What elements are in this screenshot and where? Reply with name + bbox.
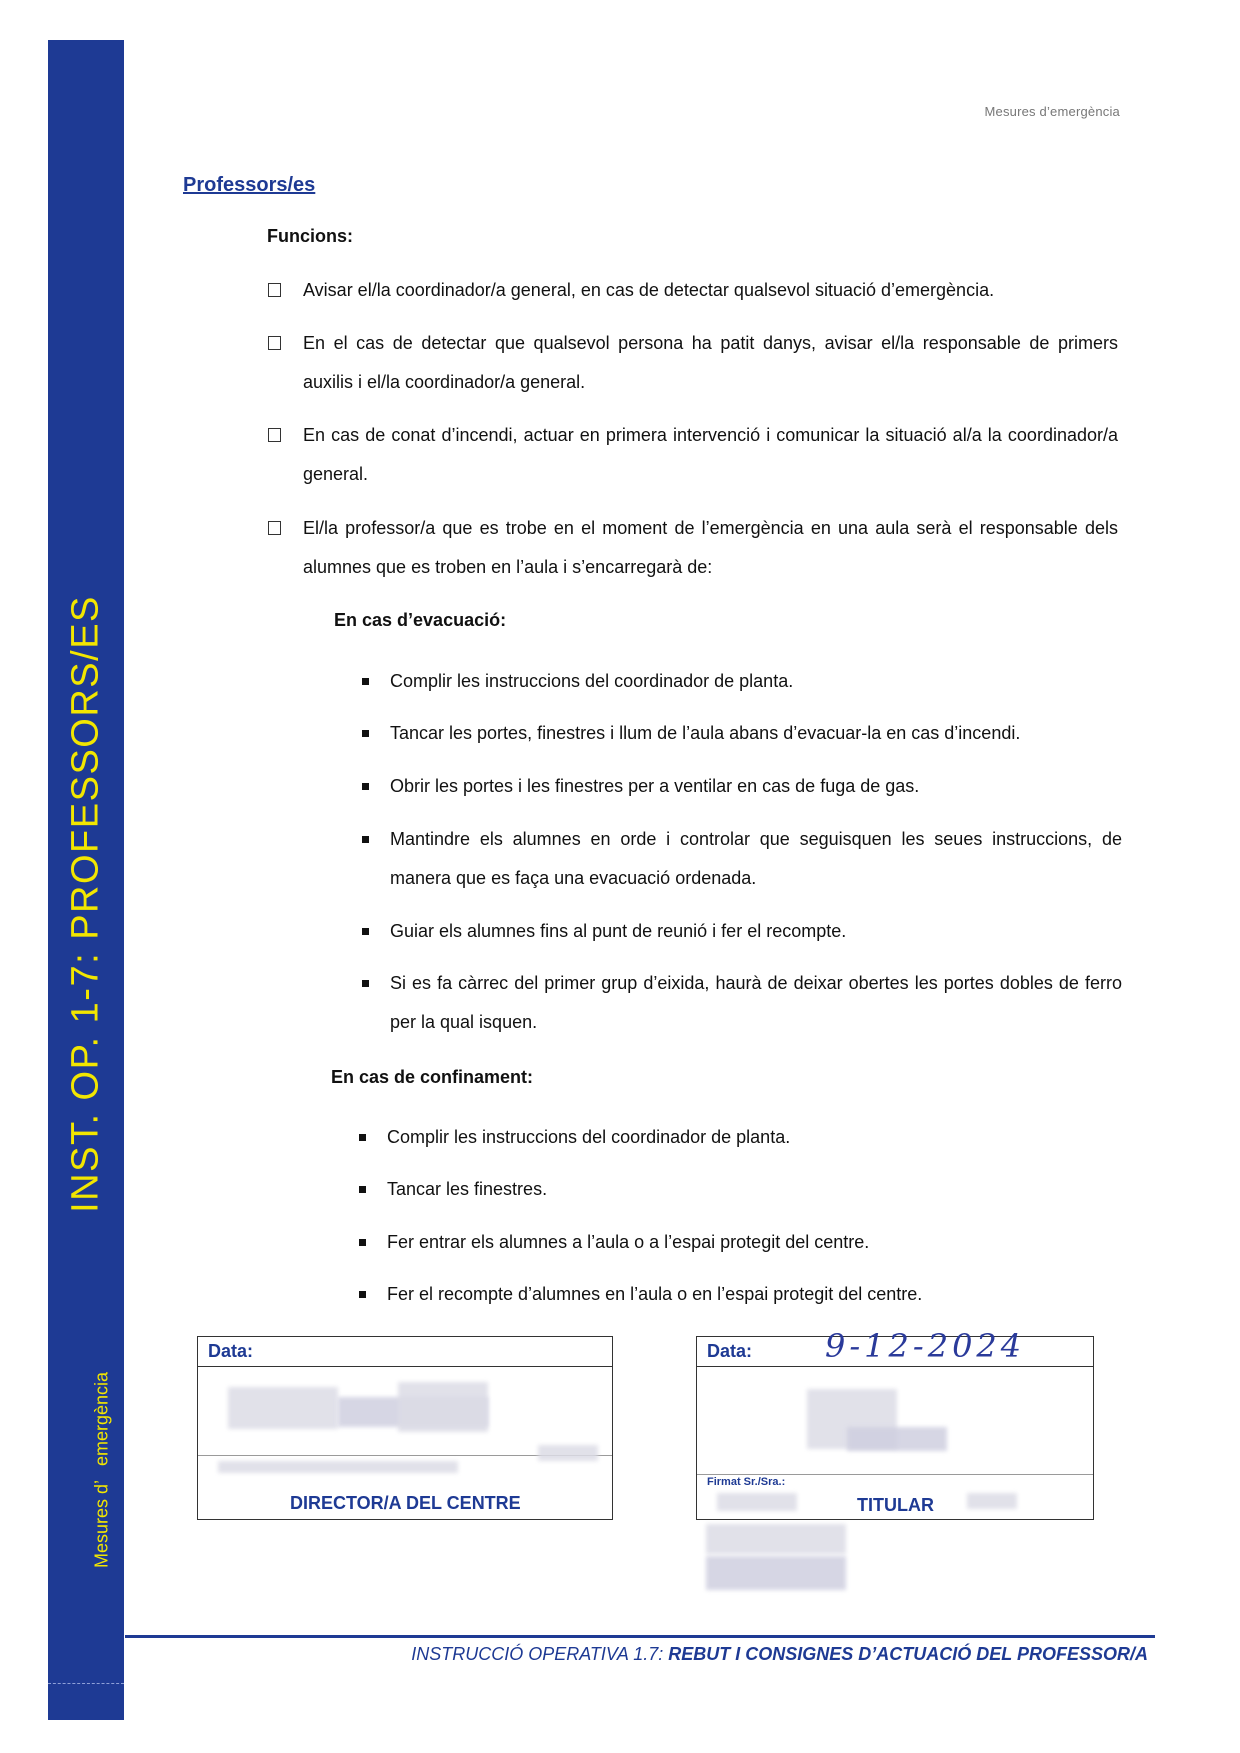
redacted-name bbox=[967, 1493, 1017, 1509]
sidebar-title: INST. OP. 1-7: PROFESSORS/ES bbox=[64, 595, 107, 1213]
titular-date-label: Data: bbox=[707, 1341, 753, 1361]
funcio-text: En cas de conat d’incendi, actuar en primera intervenció i comunicar la situació al/a la coordinador/a general. bbox=[303, 425, 1118, 484]
evacuacio-text: Si es fa càrrec del primer grup d’eixida, haurà de deixar obertes les portes dobles de ferro per la qual isquen. bbox=[390, 973, 1122, 1032]
footer-title bbox=[411, 1644, 1148, 1665]
director-role-label: DIRECTOR/A DEL CENTRE bbox=[290, 1493, 521, 1513]
funcio-item bbox=[268, 416, 1118, 494]
confinament-text: Fer el recompte d’alumnes en l’aula o en l’espai protegit del centre. bbox=[387, 1284, 923, 1304]
evacuacio-heading: En cas d’evacuació: bbox=[334, 610, 507, 630]
funcions-heading: Funcions: bbox=[267, 226, 353, 246]
confinament-text: Fer entrar els alumnes a l’aula o a l’espai protegit del centre. bbox=[387, 1232, 870, 1252]
section-title: Professors/es bbox=[183, 174, 316, 196]
page-header: Mesures d’emergència bbox=[984, 104, 1120, 119]
redacted-signature bbox=[847, 1427, 947, 1451]
confinament-item bbox=[359, 1275, 1119, 1314]
evacuacio-text: Mantindre els alumnes en orde i controlar que seguisquen les seues instruccions, de manera que es faça una evacuació ordenada. bbox=[390, 829, 1122, 888]
checkbox-icon bbox=[268, 283, 281, 297]
footer-prefix: INSTRUCCIÓ OPERATIVA 1.7: bbox=[411, 1644, 669, 1664]
sidebar-footer-part1: Mesures d’ bbox=[91, 1480, 112, 1569]
sidebar-divider bbox=[48, 1683, 124, 1684]
redacted-name bbox=[706, 1556, 846, 1590]
evacuacio-text: Complir les instruccions del coordinador de planta. bbox=[390, 671, 794, 691]
bullet-icon bbox=[362, 730, 369, 737]
funcio-text: En el cas de detectar que qualsevol persona ha patit danys, avisar el/la responsable de primers auxilis i el/la coordinador/a general. bbox=[303, 333, 1118, 392]
redacted-name bbox=[538, 1445, 598, 1461]
checkbox-icon bbox=[268, 336, 281, 350]
footer-title-bold: REBUT I CONSIGNES D’ACTUACIÓ DEL PROFESSOR/A bbox=[668, 1644, 1148, 1664]
funcio-item bbox=[268, 324, 1118, 402]
signed-by-label: Firmat Sr./Sra.: bbox=[707, 1476, 786, 1488]
bullet-icon bbox=[362, 783, 369, 790]
evacuacio-text: Obrir les portes i les finestres per a ventilar en cas de fuga de gas. bbox=[390, 776, 920, 796]
evacuacio-text: Tancar les portes, finestres i llum de l’aula abans d’evacuar-la en cas d’incendi. bbox=[390, 723, 1021, 743]
evacuacio-item bbox=[362, 820, 1122, 898]
footer-rule bbox=[125, 1635, 1155, 1638]
redacted-name bbox=[218, 1461, 458, 1473]
evacuacio-item bbox=[362, 767, 1122, 806]
bullet-icon bbox=[362, 928, 369, 935]
director-date-row bbox=[198, 1337, 612, 1367]
bullet-icon bbox=[359, 1239, 366, 1246]
redacted-name bbox=[706, 1524, 846, 1554]
sidebar-footer-part2: emergència bbox=[91, 1371, 112, 1467]
bullet-icon bbox=[362, 980, 369, 987]
checkbox-icon bbox=[268, 428, 281, 442]
bullet-icon bbox=[359, 1134, 366, 1141]
redacted-signature bbox=[398, 1382, 488, 1432]
confinament-item bbox=[359, 1223, 1119, 1262]
director-date-label: Data: bbox=[208, 1341, 254, 1361]
signature-divider bbox=[697, 1474, 1093, 1475]
bullet-icon bbox=[362, 836, 369, 843]
evacuacio-item bbox=[362, 912, 1122, 951]
confinament-heading: En cas de confinament: bbox=[331, 1067, 534, 1087]
checkbox-icon bbox=[268, 521, 281, 535]
funcio-item bbox=[268, 271, 1118, 310]
confinament-item bbox=[359, 1118, 1119, 1157]
redacted-name bbox=[717, 1493, 797, 1511]
titular-role-label: TITULAR bbox=[857, 1495, 934, 1515]
confinament-text: Tancar les finestres. bbox=[387, 1179, 548, 1199]
funcio-text: Avisar el/la coordinador/a general, en cas de detectar qualsevol situació d’emergència. bbox=[303, 280, 995, 300]
bullet-icon bbox=[359, 1291, 366, 1298]
funcio-item bbox=[268, 509, 1118, 587]
evacuacio-item bbox=[362, 964, 1122, 1042]
confinament-text: Complir les instruccions del coordinador de planta. bbox=[387, 1127, 791, 1147]
director-signature-box bbox=[197, 1336, 613, 1520]
bullet-icon bbox=[359, 1186, 366, 1193]
evacuacio-item bbox=[362, 662, 1122, 701]
evacuacio-text: Guiar els alumnes fins al punt de reunió i fer el recompte. bbox=[390, 921, 847, 941]
handwritten-date: 9-12-2024 bbox=[825, 1327, 1026, 1365]
sidebar-footer bbox=[92, 1372, 113, 1568]
titular-signature-box bbox=[696, 1327, 1094, 1520]
funcio-text: El/la professor/a que es trobe en el moment de l’emergència en una aula serà el responsable dels alumnes que es troben en l’aula i s’encarregarà de: bbox=[303, 518, 1118, 577]
redacted-signature bbox=[228, 1387, 338, 1429]
evacuacio-item bbox=[362, 714, 1122, 753]
confinament-item bbox=[359, 1170, 1119, 1209]
bullet-icon bbox=[362, 678, 369, 685]
